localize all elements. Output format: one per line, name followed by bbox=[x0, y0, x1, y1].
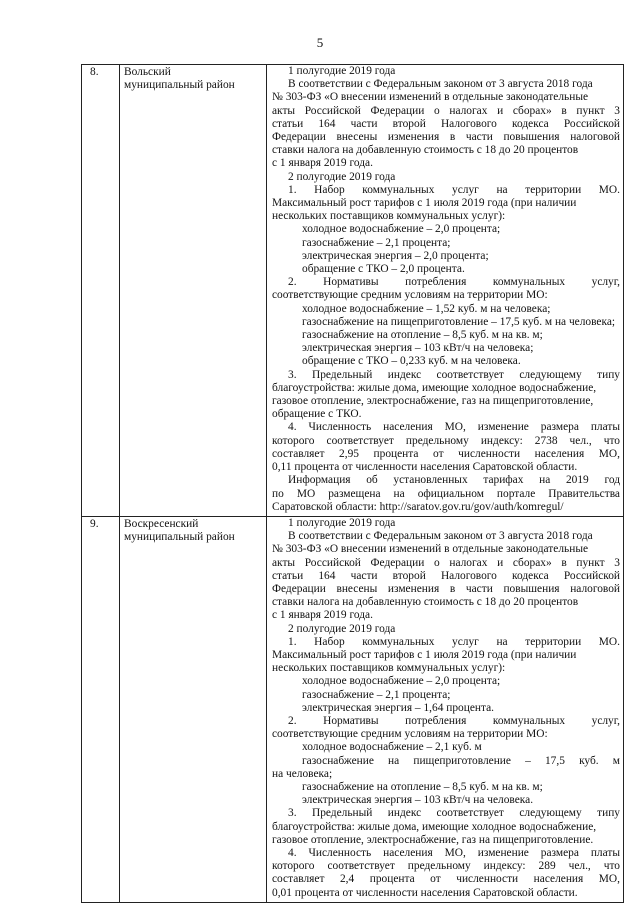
tariff-info-cell bbox=[267, 516, 624, 902]
text-line: с 1 января 2019 года. bbox=[272, 157, 373, 170]
tariff-info-cell bbox=[267, 65, 624, 517]
tariff-table bbox=[81, 64, 624, 903]
text-line: соответствующие средним условиям на территории МО: bbox=[272, 289, 548, 302]
text-line: 1. Набор коммунальных услуг на территории МО. bbox=[288, 635, 620, 648]
table-body bbox=[82, 65, 624, 903]
text-line: 2. Нормативы потребления коммунальных услуг, bbox=[288, 276, 620, 289]
text-line: 3. Предельный индекс соответствует следующему типу bbox=[288, 368, 620, 381]
text-line: 1. Набор коммунальных услуг на территории МО. bbox=[288, 183, 620, 196]
text-line: электрическая энергия – 103 кВт/ч на человека; bbox=[302, 342, 534, 355]
text-line: благоустройства: жилые дома, имеющие холодное водоснабжение, bbox=[272, 820, 597, 833]
text-line: холодное водоснабжение – 2,0 процента; bbox=[302, 675, 501, 688]
district-name-line: муниципальный район bbox=[124, 531, 235, 544]
text-line: холодное водоснабжение – 2,1 куб. м bbox=[302, 741, 482, 754]
text-line: 1 полугодие 2019 года bbox=[288, 516, 396, 529]
text-line: газоснабжение на пищеприготовление – 17,5 куб. м bbox=[302, 754, 620, 767]
text-line: газоснабжение на пищеприготовление – 17,5 куб. м на человека; bbox=[302, 315, 616, 328]
text-line: нескольких поставщиков коммунальных услуг): bbox=[272, 210, 506, 223]
text-line: Максимальный рост тарифов с 1 июля 2019 года (при наличии bbox=[272, 197, 577, 210]
page-number: 5 bbox=[316, 35, 324, 50]
text-line: № 303-ФЗ «О внесении изменений в отдельные законодательные bbox=[272, 543, 589, 556]
text-line: ставки налога на добавленную стоимость с 18 до 20 процентов bbox=[272, 596, 579, 609]
district-name-cell bbox=[120, 516, 267, 902]
text-line: с 1 января 2019 года. bbox=[272, 609, 373, 622]
text-line: 2 полугодие 2019 года bbox=[288, 170, 396, 183]
text-line: составляет 2,4 процента от численности населения МО, bbox=[272, 873, 620, 886]
text-line: благоустройства: жилые дома, имеющие холодное водоснабжение, bbox=[272, 381, 597, 394]
text-line: соответствующие средним условиям на территории МО: bbox=[272, 728, 548, 741]
district-name-line: Вольский bbox=[124, 66, 171, 78]
text-line: акты Российской Федерации о налогах и сборах» в пункт 3 bbox=[272, 104, 620, 117]
text-line: статьи 164 части второй Налогового кодекса Российской bbox=[272, 117, 620, 130]
text-line: статьи 164 части второй Налогового кодекса Российской bbox=[272, 569, 620, 582]
text-line: Информация об установленных тарифах на 2019 год bbox=[288, 474, 620, 487]
text-line: В соответствии с Федеральным законом от 3 августа 2018 года bbox=[288, 530, 593, 543]
table-row bbox=[82, 65, 624, 517]
text-line: электрическая энергия – 1,64 процента. bbox=[302, 701, 495, 714]
text-line: холодное водоснабжение – 2,0 процента; bbox=[302, 223, 501, 236]
text-line: газоснабжение – 2,1 процента; bbox=[302, 688, 451, 701]
text-line: газовое отопление, электроснабжение, газ на пищеприготовление. bbox=[272, 833, 594, 846]
text-line: 1 полугодие 2019 года bbox=[288, 65, 396, 77]
district-name-line: муниципальный район bbox=[124, 79, 235, 92]
text-line: 0,11 процента от численности населения Саратовской области. bbox=[272, 461, 578, 474]
text-line: № 303-ФЗ «О внесении изменений в отдельные законодательные bbox=[272, 91, 589, 104]
text-line: газовое отопление, электроснабжение, газ на пищеприготовление, bbox=[272, 395, 594, 408]
district-name-line: Воскресенский bbox=[124, 517, 199, 530]
text-line: которого соответствует предельному индексу: 289 чел., что bbox=[272, 860, 620, 873]
text-line: Федерации внесены изменения в части повышения налоговой bbox=[272, 582, 620, 595]
text-line: газоснабжение – 2,1 процента; bbox=[302, 236, 451, 249]
text-line: обращение с ТКО – 0,233 куб. м на человека. bbox=[302, 355, 521, 368]
text-line: 0,01 процента от численности населения Саратовской области. bbox=[272, 886, 578, 899]
text-line: Федерации внесены изменения в части повышения налоговой bbox=[272, 131, 620, 144]
text-line: газоснабжение на отопление – 8,5 куб. м на кв. м; bbox=[302, 329, 543, 342]
text-line: электрическая энергия – 2,0 процента; bbox=[302, 249, 489, 262]
district-name-cell bbox=[120, 65, 267, 517]
portal-link-line[interactable]: Саратовской области: http://saratov.gov.ru/gov/auth/komregul/ bbox=[272, 500, 564, 513]
row-number: 8. bbox=[82, 65, 120, 517]
text-line: на человека; bbox=[272, 767, 333, 780]
text-line: ставки налога на добавленную стоимость с 18 до 20 процентов bbox=[272, 144, 579, 157]
text-line: холодное водоснабжение – 1,52 куб. м на человека; bbox=[302, 302, 551, 315]
text-line: В соответствии с Федеральным законом от 3 августа 2018 года bbox=[288, 78, 593, 91]
text-line: газоснабжение на отопление – 8,5 куб. м на кв. м; bbox=[302, 780, 543, 793]
text-line: 2 полугодие 2019 года bbox=[288, 622, 396, 635]
text-line: 4. Численность населения МО, изменение размера платы bbox=[288, 846, 620, 859]
text-line: нескольких поставщиков коммунальных услуг): bbox=[272, 662, 506, 675]
row-number: 9. bbox=[82, 516, 120, 902]
table-row bbox=[82, 516, 624, 902]
text-line: которого соответствует предельному индексу: 2738 чел., что bbox=[272, 434, 620, 447]
text-line: обращение с ТКО. bbox=[272, 408, 362, 421]
text-line: Максимальный рост тарифов с 1 июля 2019 года (при наличии bbox=[272, 648, 577, 661]
text-line: 4. Численность населения МО, изменение размера платы bbox=[288, 421, 620, 434]
text-line: электрическая энергия – 103 кВт/ч на человека. bbox=[302, 794, 534, 807]
text-line: 2. Нормативы потребления коммунальных услуг, bbox=[288, 714, 620, 727]
text-line: составляет 2,95 процента от численности населения МО, bbox=[272, 447, 620, 460]
text-line: по МО размещена на официальном портале Правительства bbox=[272, 487, 620, 500]
text-line: 3. Предельный индекс соответствует следующему типу bbox=[288, 807, 620, 820]
text-line: обращение с ТКО – 2,0 процента. bbox=[302, 263, 465, 276]
text-line: акты Российской Федерации о налогах и сборах» в пункт 3 bbox=[272, 556, 620, 569]
